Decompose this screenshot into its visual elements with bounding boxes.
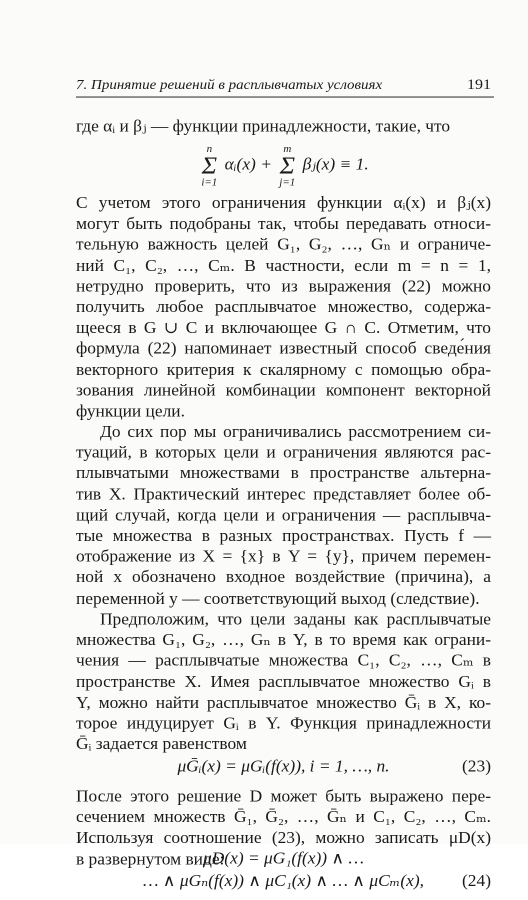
- text-line: Ḡᵢ задается равенством: [76, 734, 247, 753]
- equation-23-body: μḠᵢ(x) = μGᵢ(f(x)), i = 1, …, n.: [177, 756, 390, 776]
- equation-number-23: (23): [462, 756, 491, 776]
- equation-sum: [76, 141, 491, 188]
- paragraph-2: [76, 192, 491, 421]
- text-line: чения — расплывчатые множества C₁, C₂, …, Cₘ в: [76, 650, 491, 670]
- text-line: функции цели.: [76, 401, 185, 420]
- text-line: Y, можно найти расплывчатое множество Ḡᵢ в X, ко-: [76, 692, 491, 712]
- text-line: переменной y — соответствующий выход (следствие).: [76, 588, 480, 608]
- text-line: ний C₁, C₂, …, Cₘ. В частности, если m = n = 1,: [76, 255, 491, 275]
- text-line: тив X. Практический интерес представляет более об-: [76, 484, 491, 504]
- equation-24-line-1: μD(x) = μG₁(f(x)) ∧ …: [203, 848, 364, 868]
- paragraph-3: [76, 421, 491, 608]
- text-line: нетрудно проверить, что из выражения (22) можно: [76, 276, 491, 296]
- text-line: могут быть подобраны так, чтобы передавать относи-: [76, 213, 491, 233]
- paragraph-1: [76, 115, 491, 136]
- text-line: пространстве X. Имея расплывчатое множество Gᵢ в: [76, 671, 491, 691]
- text-line: туаций, в которых цели и ограничения являются рас-: [76, 442, 491, 462]
- chapter-title: 7. Принятие решений в расплывчатых условиях: [76, 77, 383, 93]
- text-line: С учетом этого ограничения функции αᵢ(x) и βⱼ(x): [76, 193, 491, 212]
- text-line: плывчатыми множествами в пространстве альтерна-: [76, 463, 491, 483]
- sum-right-term: βⱼ(x) ≡ 1.: [302, 154, 369, 174]
- text-line: множества G₁, G₂, …, Gₙ в Y, в то время как ограни-: [76, 630, 491, 649]
- sum-symbol-i: n Σ i=1: [201, 143, 218, 189]
- text-line: До сих пор мы ограничивались рассмотрением си-: [100, 421, 491, 441]
- text-line: в развернутом виде:: [76, 848, 225, 868]
- text-line: тые множества в разных пространствах. Пусть f —: [76, 525, 491, 545]
- text-line: После этого решение D может быть выражено пере-: [76, 786, 491, 806]
- text-line: где αᵢ и βⱼ — функции принадлежности, такие, что: [76, 116, 451, 135]
- text-line: отображение из X = {x} в Y = {y}, причем перемен-: [76, 546, 491, 566]
- text-line: получить любое расплывчатое множество, содержа-: [76, 297, 491, 316]
- text-line: тельную важность целей G₁, G₂, …, Gₙ и ограниче-: [76, 234, 491, 254]
- text-line: торое индуцирует Gᵢ в Y. Функция принадлежности: [76, 713, 491, 733]
- text-line: векторного критерия к скалярному с помощью обра-: [76, 359, 491, 379]
- page-number: 191: [467, 76, 491, 93]
- equation-23: [76, 756, 491, 779]
- text-line: Предположим, что цели заданы как расплывчатые: [100, 609, 491, 629]
- equation-number-24: (24): [462, 870, 491, 890]
- text-line: Используя соотношение (23), можно записать μD(x): [76, 828, 491, 847]
- header-rule: [76, 97, 494, 98]
- text-line: формула (22) напоминает известный способ сведе́ния: [76, 338, 491, 358]
- text-line: щееся в G ∪ C и включающее G ∩ C. Отметим, что: [76, 317, 491, 337]
- text-line: зования линейной комбинации компонент векторной: [76, 380, 491, 400]
- sum-left-term: αᵢ(x) +: [224, 154, 272, 174]
- sum-symbol-j: m Σ j=1: [279, 143, 296, 189]
- paragraph-4: [76, 608, 491, 754]
- text-line: ной x обозначено входное воздействие (причина), а: [76, 567, 491, 587]
- text-line: сечением множеств Ḡ₁, Ḡ₂, …, Ḡₙ и C₁, C₂, …, Cₘ.: [76, 807, 491, 827]
- equation-24-line-2: … ∧ μGₙ(f(x)) ∧ μC₁(x) ∧ … ∧ μCₘ(x), (24): [143, 870, 491, 890]
- text-line: щий случай, когда цели и ограничения — расплывча-: [76, 505, 491, 524]
- running-header: [76, 75, 491, 96]
